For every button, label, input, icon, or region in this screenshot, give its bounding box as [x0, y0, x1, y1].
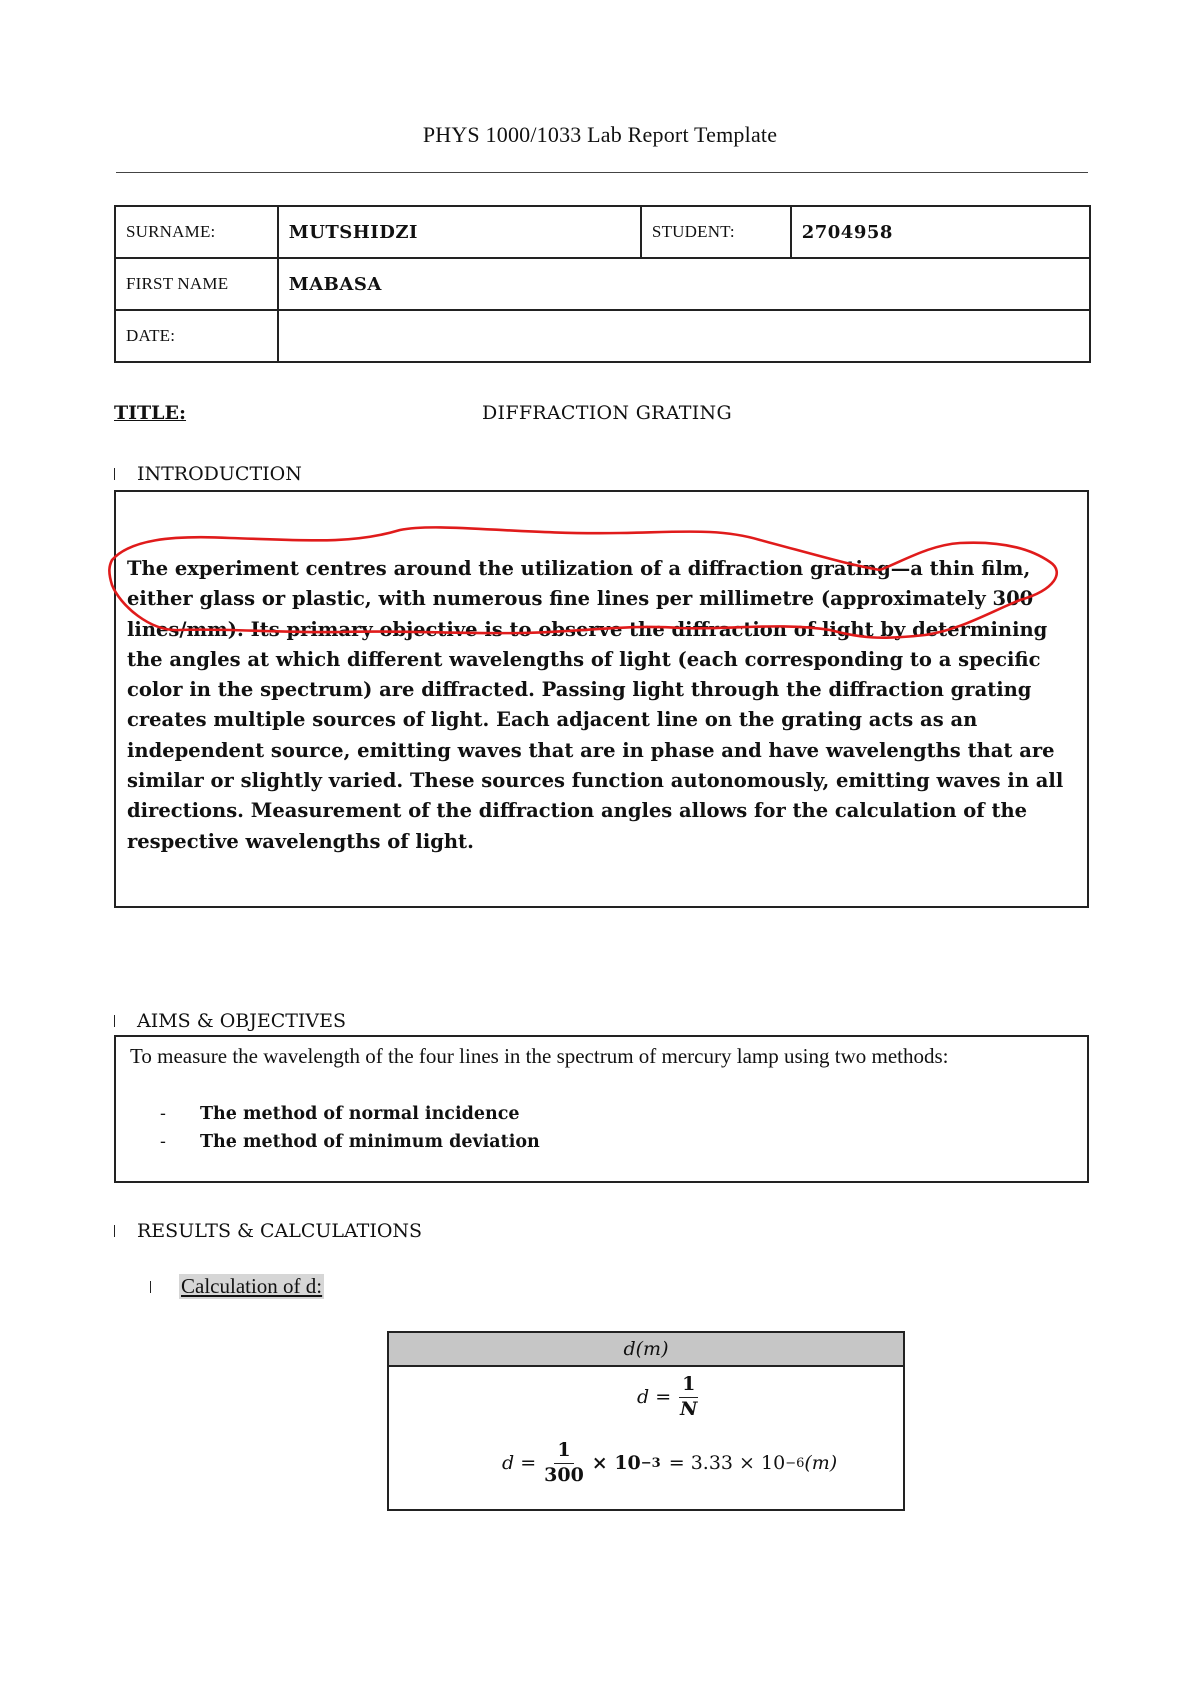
unit-term: (m): [804, 1452, 838, 1475]
factor-exponent: −3: [640, 1455, 661, 1471]
calculation-table-header: d(m): [389, 1333, 903, 1367]
introduction-heading-text: INTRODUCTION: [137, 463, 302, 485]
calculation-table-body: [389, 1367, 903, 1509]
list-item: [160, 1100, 540, 1128]
fraction-denominator: N: [680, 1397, 698, 1420]
aims-intro-text: To measure the wavelength of the four lines in the spectrum of mercury lamp using two methods:: [130, 1044, 949, 1068]
equation-lhs: d =: [637, 1386, 672, 1409]
equation-lhs: d =: [502, 1452, 537, 1475]
fraction-numerator: 1: [554, 1441, 573, 1464]
aim-item-text: The method of minimum deviation: [200, 1132, 540, 1152]
section-bullet-icon: [114, 1225, 115, 1237]
red-scribble-annotation: [0, 0, 1200, 700]
date-label: DATE:: [115, 310, 278, 362]
aims-list: [160, 1100, 540, 1156]
aim-item-text: The method of normal incidence: [200, 1104, 520, 1124]
fraction: [544, 1441, 584, 1486]
calculation-subheading: [150, 1274, 324, 1299]
report-title: DIFFRACTION GRATING: [482, 402, 732, 424]
fraction: [679, 1375, 698, 1420]
first-name-value: MABASA: [278, 258, 1090, 310]
fraction-numerator: 1: [679, 1375, 698, 1398]
dash-bullet: -: [160, 1132, 166, 1152]
list-item: [160, 1128, 540, 1156]
dash-bullet: -: [160, 1104, 166, 1124]
surname-label: SURNAME:: [115, 206, 278, 258]
first-name-label: FIRST NAME: [115, 258, 278, 310]
title-label: TITLE:: [114, 402, 187, 424]
factor-term: × 10: [591, 1452, 641, 1475]
student-number-value: 2704958: [791, 206, 1090, 258]
results-heading-text: RESULTS & CALCULATIONS: [137, 1220, 423, 1242]
introduction-text: The experiment centres around the utilization of a diffraction grating—a thin film, either glass or plastic, with numerous fine lines per millimetre (approximately 300 lines/mm). Its primary objective is to observe the diffraction of light by determining the angles at which different wavelengths of light (each corresponding to a specific color in the spectrum) are diffracted. Passing light through the diffraction grating creates multiple sources of light. Each adjacent line on the grating acts as an independent source, emitting waves that are in phase and have wavelengths that are similar or slightly varied. These sources function autonomously, emitting waves in all directions. Measurement of the diffraction angles allows for the calculation of the respective wavelengths of light.: [127, 557, 1064, 853]
calculation-table: [387, 1331, 905, 1511]
result-exponent: −6: [785, 1455, 805, 1471]
equation-d-value: [502, 1441, 837, 1486]
result-term: = 3.33 × 10: [668, 1452, 786, 1475]
aims-heading-text: AIMS & OBJECTIVES: [137, 1010, 347, 1032]
equation-d-definition: [637, 1375, 706, 1420]
student-label: STUDENT:: [641, 206, 791, 258]
page-header: PHYS 1000/1033 Lab Report Template: [422, 122, 778, 147]
section-bullet-icon: [114, 1015, 115, 1027]
subsection-bullet-icon: [150, 1281, 151, 1293]
results-heading: [114, 1220, 422, 1242]
calculation-subheading-text: Calculation of d:: [181, 1274, 323, 1298]
aims-heading: [114, 1010, 346, 1032]
fraction-denominator: 300: [544, 1463, 584, 1486]
surname-value: MUTSHIDZI: [278, 206, 641, 258]
